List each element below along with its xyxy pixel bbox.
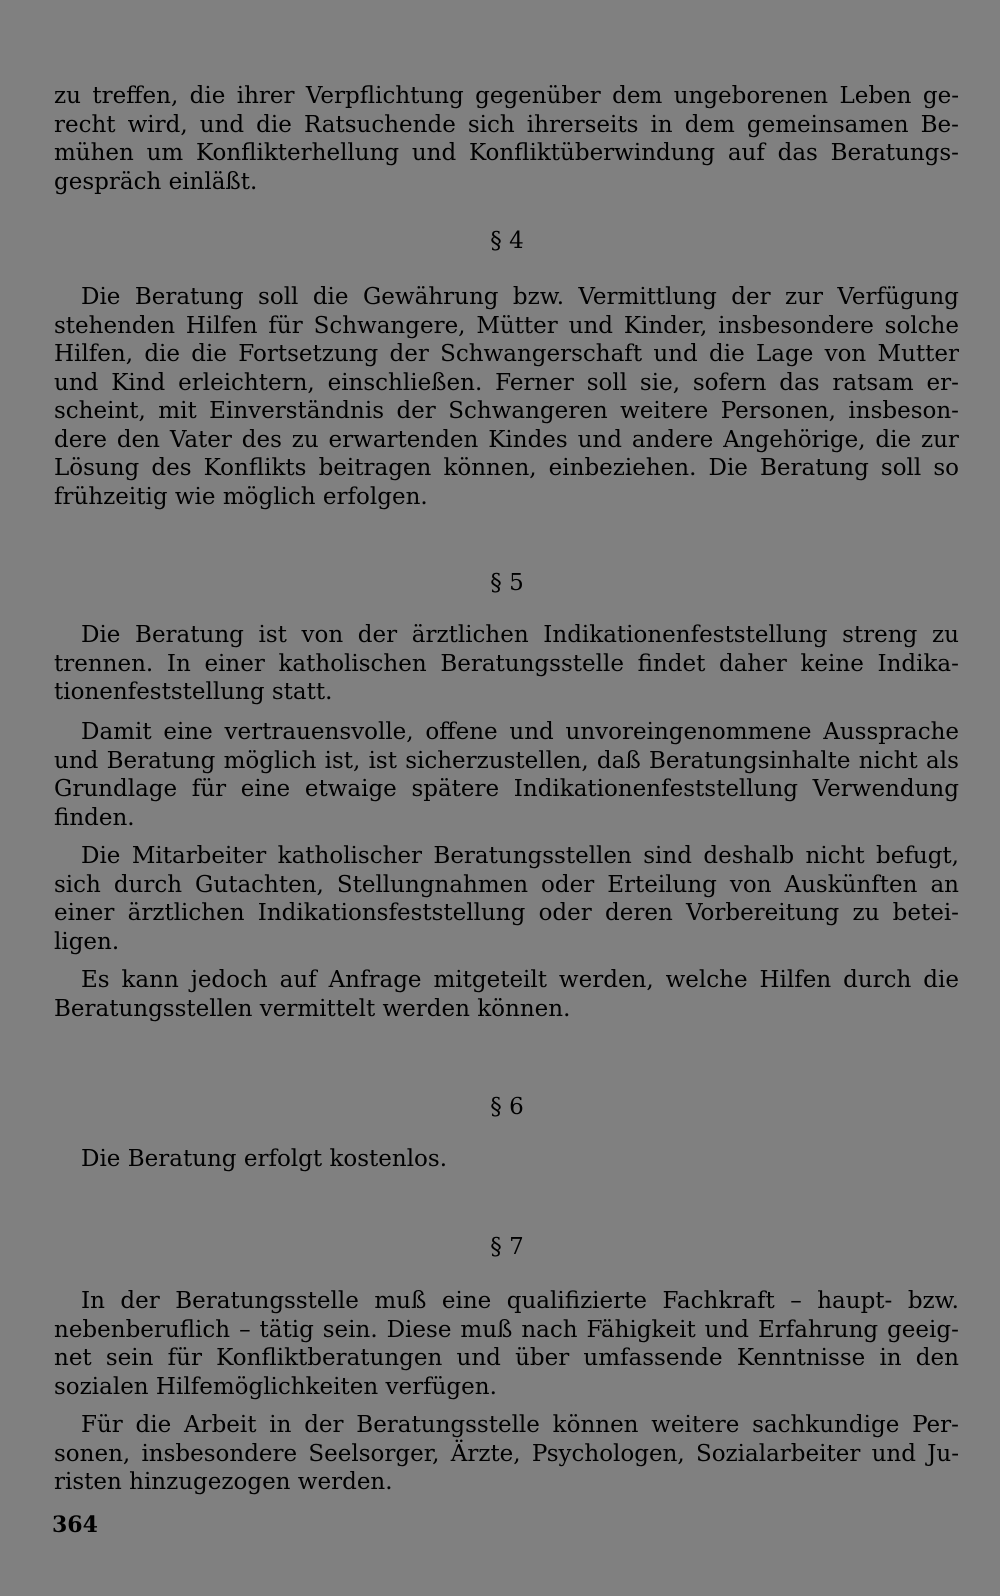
text-line: net sein für Konfliktberatungen und über umfassende Kenntnisse in den xyxy=(54,1345,959,1371)
paragraph xyxy=(54,1145,959,1174)
paragraph xyxy=(54,283,959,511)
text-line: frühzeitig wie möglich erfolgen. xyxy=(54,483,428,510)
text-line: sozialen Hilfemöglichkeiten verfügen. xyxy=(54,1373,497,1400)
text-line: tionenfeststellung statt. xyxy=(54,679,333,705)
text-line: Die Mitarbeiter katholischer Beratungsstellen sind deshalb nicht befugt, xyxy=(81,843,959,869)
text-line: risten hinzugezogen werden. xyxy=(54,1469,393,1495)
text-line: Damit eine vertrauensvolle, offene und unvoreingenommene Aussprache xyxy=(81,719,959,745)
section-heading: § 4 xyxy=(490,228,524,254)
section-heading: § 6 xyxy=(490,1094,524,1120)
text-line: Die Beratung erfolgt kostenlos. xyxy=(81,1146,448,1172)
section-heading: § 7 xyxy=(490,1234,524,1260)
text-line: Lösung des Konflikts beitragen können, einbeziehen. Die Beratung soll so xyxy=(54,455,959,481)
text-line: ligen. xyxy=(54,928,120,955)
text-line: Es kann jedoch auf Anfrage mitgeteilt werden, welche Hilfen durch die xyxy=(81,967,959,993)
text-line: dere den Vater des zu erwartenden Kindes und andere Angehörige, die zur xyxy=(54,426,959,453)
paragraph xyxy=(54,82,959,196)
text-line: Die Beratung soll die Gewährung bzw. Vermittlung der zur Verfügung xyxy=(81,284,959,310)
text-line: Für die Arbeit in der Beratungsstelle können weitere sachkundige Per- xyxy=(81,1412,959,1438)
text-line: finden. xyxy=(54,804,135,831)
text-line: Beratungsstellen vermittelt werden können. xyxy=(54,995,571,1022)
paragraph xyxy=(54,621,959,707)
text-line: recht wird, und die Ratsuchende sich ihrerseits in dem gemeinsamen Be- xyxy=(54,111,959,138)
text-line: und Beratung möglich ist, ist sicherzustellen, daß Beratungsinhalte nicht als xyxy=(54,747,959,774)
text-line: sich durch Gutachten, Stellungnahmen oder Erteilung von Auskünften an xyxy=(54,871,959,898)
paragraph xyxy=(54,1411,959,1497)
text-line: gespräch einläßt. xyxy=(54,168,258,195)
text-line: Hilfen, die die Fortsetzung der Schwangerschaft und die Lage von Mutter xyxy=(54,341,959,367)
text-line: scheint, mit Einverständnis der Schwangeren weitere Personen, insbeson- xyxy=(54,398,959,424)
paragraph xyxy=(54,842,959,956)
text-line: und Kind erleichtern, einschließen. Ferner soll sie, sofern das ratsam er- xyxy=(54,369,959,396)
text-line: Die Beratung ist von der ärztlichen Indikationenfeststellung streng zu xyxy=(81,622,959,648)
text-line: sonen, insbesondere Seelsorger, Ärzte, Psychologen, Sozialarbeiter und Ju- xyxy=(54,1440,959,1467)
text-line: einer ärztlichen Indikationsfeststellung oder deren Vorbereitung zu betei- xyxy=(54,900,959,926)
page-number: 364 xyxy=(52,1512,98,1538)
text-line: stehenden Hilfen für Schwangere, Mütter und Kinder, insbesondere solche xyxy=(54,312,959,339)
text-line: mühen um Konflikterhellung und Konfliktüberwindung auf das Beratungs- xyxy=(54,140,959,166)
text-line: Grundlage für eine etwaige spätere Indikationenfeststellung Verwendung xyxy=(54,776,959,802)
paragraph xyxy=(54,1287,959,1401)
text-line: nebenberuflich – tätig sein. Diese muß nach Fähigkeit und Erfahrung geeig- xyxy=(54,1316,959,1343)
text-line: trennen. In einer katholischen Beratungsstelle findet daher keine Indika- xyxy=(54,650,959,677)
text-line: zu treffen, die ihrer Verpflichtung gegenüber dem ungeborenen Leben ge- xyxy=(54,83,959,109)
paragraph xyxy=(54,966,959,1023)
paragraph xyxy=(54,718,959,832)
section-heading: § 5 xyxy=(490,570,524,596)
text-line: In der Beratungsstelle muß eine qualifizierte Fachkraft – haupt- bzw. xyxy=(81,1288,959,1314)
